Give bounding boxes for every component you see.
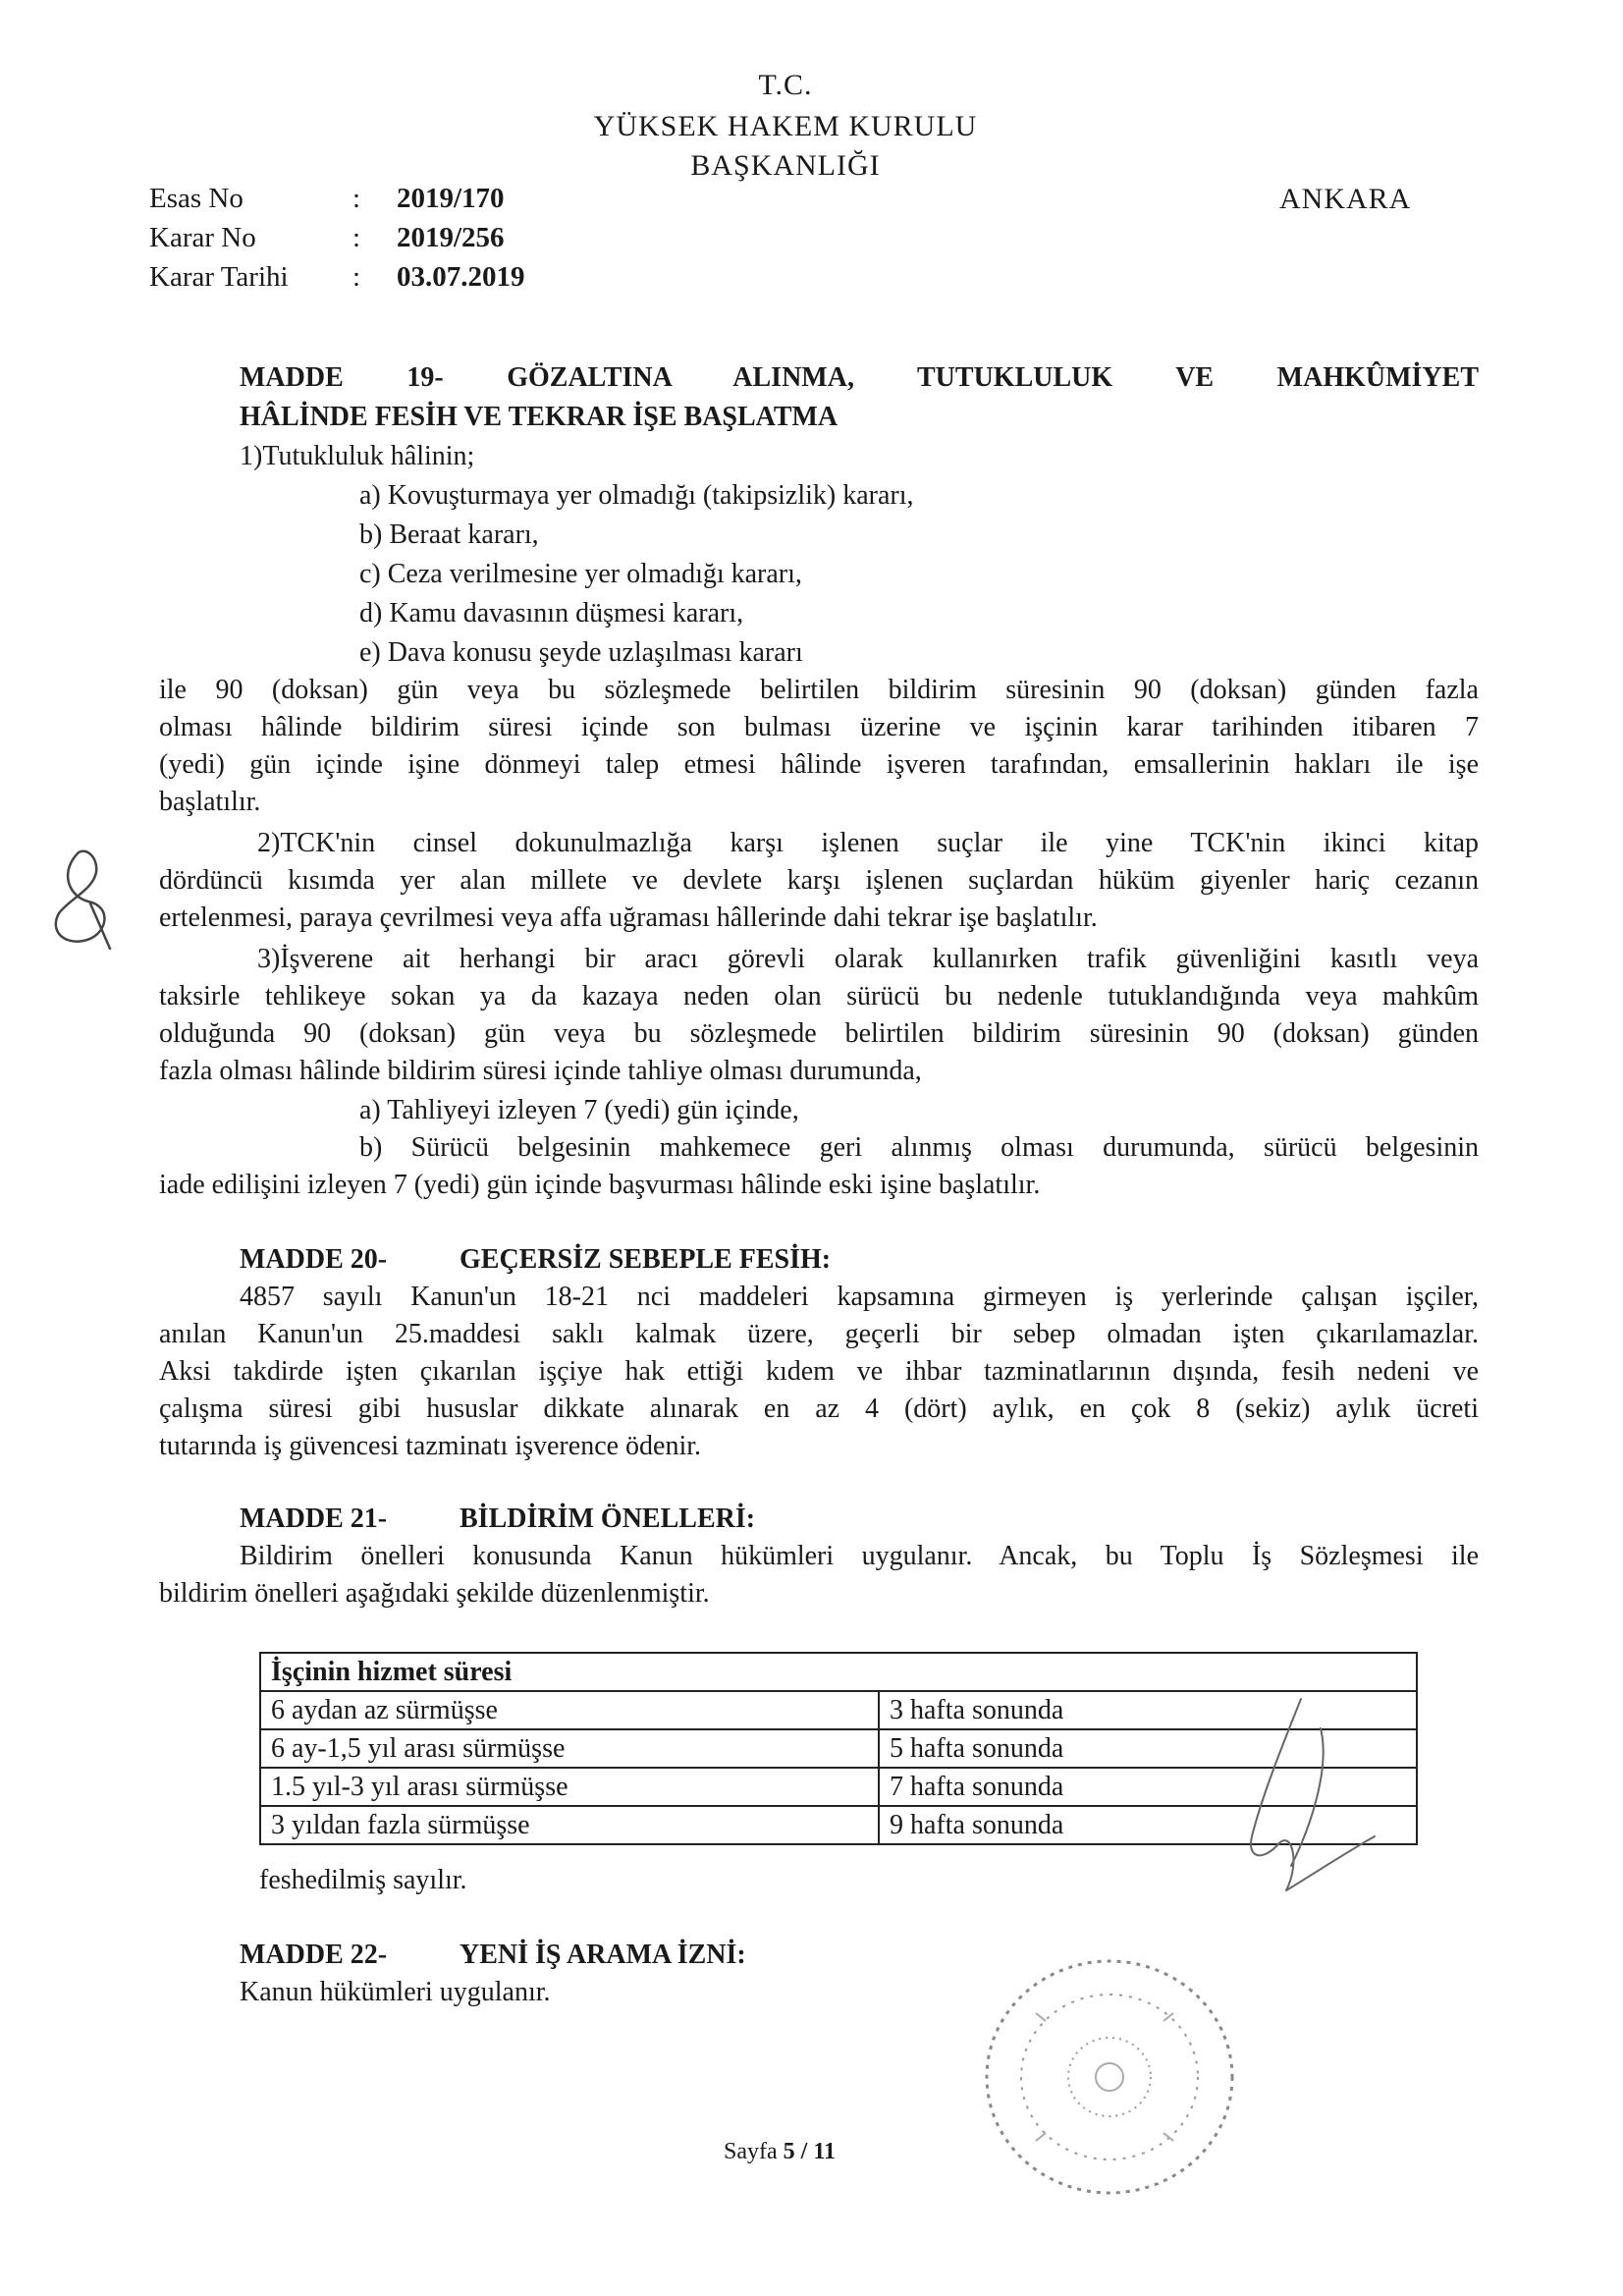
case-info-value: 2019/256 (397, 222, 505, 253)
case-info-separator: : (352, 261, 361, 293)
article-22-number: MADDE 22- (240, 1940, 388, 1970)
service-duration-cell: 6 aydan az sürmüşse (260, 1691, 879, 1729)
article-19-item: b) Beraat kararı, (359, 519, 539, 550)
article-19-intro: 1)Tutukluluk hâlinin; (240, 441, 475, 471)
notice-period-cell: 3 hafta sonunda (879, 1691, 1417, 1729)
case-info-value: 03.07.2019 (397, 261, 525, 293)
article-20-number: MADDE 20- (240, 1244, 388, 1275)
case-info-row (149, 261, 738, 301)
article-21-line: bildirim önelleri aşağıdaki şekilde düzenlenmiştir. (159, 1578, 710, 1609)
official-stamp (967, 1944, 1252, 2210)
article-19-item: a) Kovuşturmaya yer olmadığı (takipsizlik) kararı, (359, 480, 914, 511)
article-22-title: YENİ İŞ ARAMA İZNİ: (460, 1940, 746, 1970)
case-info-label: Karar Tarihi (149, 261, 289, 293)
article-21-after-table: feshedilmiş sayılır. (259, 1865, 467, 1895)
article-21-line: Bildirim önelleri konusunda Kanun hükümleri uygulanır. Ancak, bu Toplu İş Sözleşmesi ile (240, 1541, 1479, 1571)
notice-period-cell: 5 hafta sonunda (879, 1729, 1417, 1768)
article-19-paragraph-line: (yedi) gün içinde işine dönmeyi talep etmesi hâlinde işveren tarafından, emsallerinin hakları ile işe (159, 749, 1479, 780)
case-info-row (149, 222, 738, 261)
header-tc: T.C. (758, 69, 813, 101)
handwritten-initial-mark (39, 843, 137, 960)
article-19-item: c) Ceza verilmesine yer olmadığı kararı, (359, 559, 802, 589)
article-19-paragraph-line: fazla olması hâlinde bildirim süresi içinde tahliye olması durumunda, (159, 1056, 922, 1086)
case-info-label: Karar No (149, 222, 256, 253)
article-20-line: anılan Kanun'un 25.maddesi saklı kalmak üzere, geçerli bir sebep olmadan işten çıkarılamazlar. (159, 1319, 1479, 1349)
article-19-paragraph-line: ile 90 (doksan) gün veya bu sözleşmede belirtilen bildirim süresinin 90 (doksan) günden fazla (159, 675, 1479, 705)
article-19-paragraph-line: 2)TCK'nin cinsel dokunulmazlığa karşı işlenen suçlar ile yine TCK'nin ikinci kitap (257, 828, 1479, 858)
article-20-line: tutarında iş güvencesi tazminatı işverence ödenir. (159, 1431, 702, 1461)
signature-mark (1193, 1689, 1389, 1915)
article-19-item: e) Dava konusu şeyde uzlaşılması kararı (359, 637, 803, 668)
article-19-item: d) Kamu davasının düşmesi kararı, (359, 598, 744, 629)
table-header-row (260, 1653, 1417, 1691)
service-duration-cell: 6 ay-1,5 yıl arası sürmüşse (260, 1729, 879, 1768)
header-institution: YÜKSEK HAKEM KURULU (593, 110, 978, 142)
article-22-text: Kanun hükümleri uygulanır. (240, 1977, 551, 2007)
article-19-paragraph-line: 3)İşverene ait herhangi bir aracı görevli olarak kullanırken trafik güvenliğini kasıtlı veya (257, 944, 1479, 974)
article-21-number: MADDE 21- (240, 1503, 388, 1534)
article-19-paragraph-line: dördüncü kısımda yer alan millete ve devlete karşı işlenen suçlardan hüküm giyenler hariç cezanın (159, 865, 1479, 896)
header-presidency: BAŞKANLIĞI (690, 149, 881, 182)
article-20-line: Aksi takdirde işten çıkarılan işçiye hak ettiği kıdem ve ihbar tazminatlarının dışında, fesih nedeni ve (159, 1356, 1479, 1387)
notice-period-cell: 7 hafta sonunda (879, 1768, 1417, 1806)
article-19-paragraph-line: başlatılır. (159, 787, 261, 817)
article-21-title: BİLDİRİM ÖNELLERİ: (460, 1503, 756, 1534)
article-19-paragraph-line: ertelenmesi, paraya çevrilmesi veya affa uğraması hâllerinde dahi tekrar işe başlatılır. (159, 902, 1098, 933)
article-19-paragraph-line: olduğunda 90 (doksan) gün veya bu sözleşmede belirtilen bildirim süresinin 90 (doksan) günden (159, 1018, 1479, 1049)
case-info-separator: : (352, 183, 361, 214)
table-header-cell: İşçinin hizmet süresi (260, 1653, 1417, 1691)
notice-period-cell: 9 hafta sonunda (879, 1806, 1417, 1844)
article-19-subitem: a) Tahliyeyi izleyen 7 (yedi) gün içinde, (359, 1095, 799, 1125)
case-info-separator: : (352, 222, 361, 253)
article-19-paragraph-line: olması hâlinde bildirim süresi içinde son bulması üzerine ve işçinin karar tarihinden itibaren 7 (159, 712, 1479, 742)
service-duration-cell: 1.5 yıl-3 yıl arası sürmüşse (260, 1768, 879, 1806)
article-19-subitem: b) Sürücü belgesinin mahkemece geri alınmış olması durumunda, sürücü belgesinin (359, 1132, 1479, 1163)
case-info-row (149, 183, 738, 222)
article-19-heading-line: MADDE 19- GÖZALTINA ALINMA, TUTUKLULUK VE MAHKÛMİYET (240, 362, 1479, 393)
header-city: ANKARA (1279, 183, 1412, 215)
article-19-heading-line: HÂLİNDE FESİH VE TEKRAR İŞE BAŞLATMA (240, 402, 839, 432)
page-footer (724, 2133, 836, 2170)
article-19-subitem: iade edilişini izleyen 7 (yedi) gün içinde başvurması hâlinde eski işine başlatılır. (159, 1170, 1041, 1200)
page-number: 5 / 11 (783, 2139, 836, 2164)
article-20-title: GEÇERSİZ SEBEPLE FESİH: (460, 1244, 832, 1275)
case-info-value: 2019/170 (397, 183, 505, 214)
article-20-line: 4857 sayılı Kanun'un 18-21 nci maddeleri kapsamına girmeyen iş yerlerinde çalışan işçiler, (240, 1282, 1479, 1312)
article-19-paragraph-line: taksirle tehlikeye sokan ya da kazaya neden olan sürücü bu nedenle tutuklandığında veya mahkûm (159, 981, 1479, 1011)
article-20-line: çalışma süresi gibi hususlar dikkate alınarak en az 4 (dört) aylık, en çok 8 (sekiz) aylık ücreti (159, 1394, 1479, 1424)
page-label: Sayfa (724, 2139, 778, 2164)
case-info-label: Esas No (149, 183, 243, 214)
service-duration-cell: 3 yıldan fazla sürmüşse (260, 1806, 879, 1844)
